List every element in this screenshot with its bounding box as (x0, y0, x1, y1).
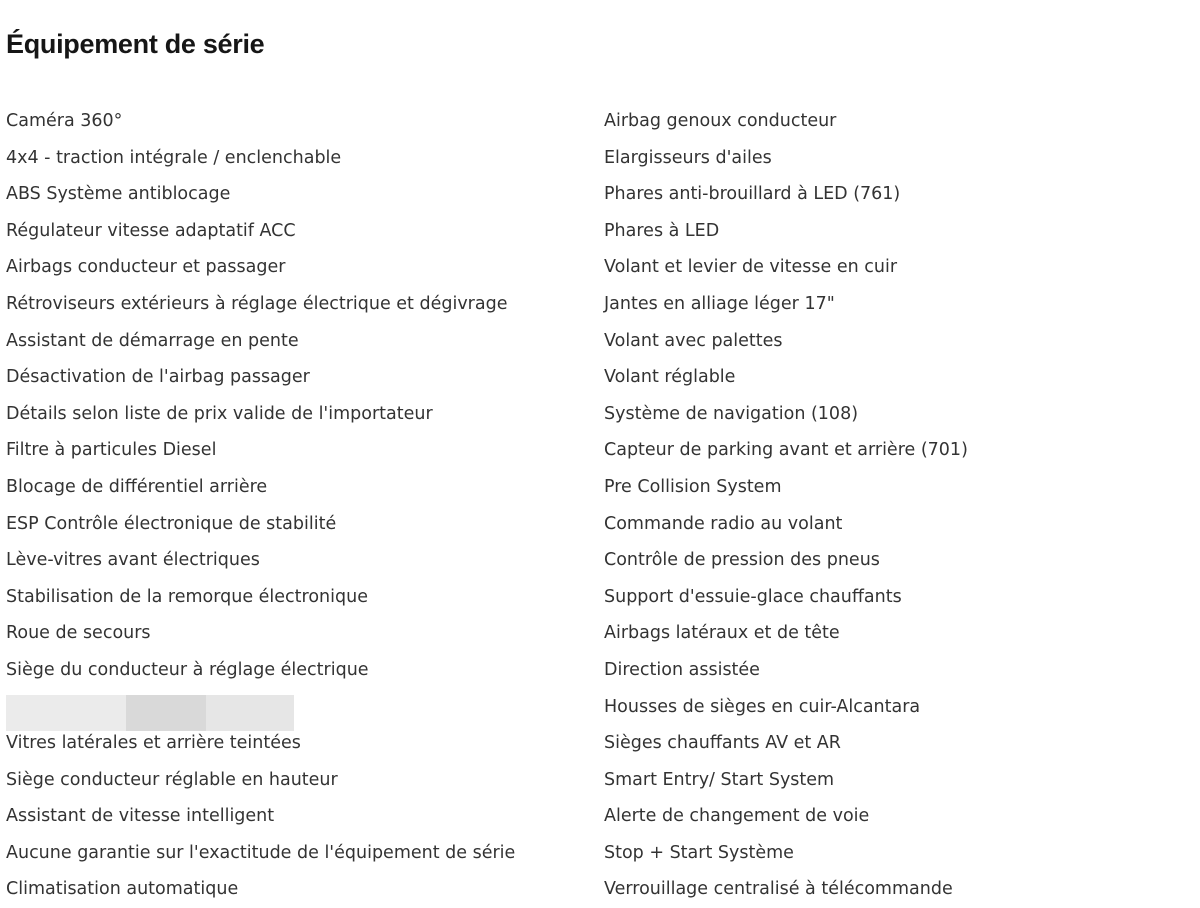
redaction-block (206, 695, 294, 731)
equipment-item: Sièges chauffants AV et AR (604, 733, 841, 754)
equipment-item: Phares à LED (604, 220, 720, 241)
equipment-item: Support d'essuie-glace chauffants (604, 586, 902, 607)
equipment-item: Désactivation de l'airbag passager (6, 367, 310, 388)
equipment-item: Filtre à particules Diesel (6, 440, 217, 461)
equipment-item: Phares anti-brouillard à LED (761) (604, 184, 901, 205)
equipment-item: Contrôle de pression des pneus (604, 550, 880, 571)
equipment-item: Verrouillage centralisé à télécommande (604, 879, 953, 900)
equipment-item: ESP Contrôle électronique de stabilité (6, 513, 337, 534)
equipment-item: Blocage de différentiel arrière (6, 476, 268, 497)
equipment-item: Détails selon liste de prix valide de l'importateur (6, 403, 433, 424)
equipment-item: Pre Collision System (604, 476, 782, 497)
redaction-block (6, 695, 126, 731)
equipment-item: Assistant de démarrage en pente (6, 330, 299, 351)
equipment-item: Siège conducteur réglable en hauteur (6, 769, 338, 790)
equipment-item: Alerte de changement de voie (604, 806, 870, 827)
equipment-item: Capteur de parking avant et arrière (701) (604, 440, 968, 461)
equipment-item: Airbag genoux conducteur (604, 111, 837, 131)
equipment-item: Volant avec palettes (604, 330, 783, 351)
equipment-item: Système de navigation (108) (604, 403, 859, 424)
equipment-list-right (604, 103, 1194, 908)
equipment-item: Siège du conducteur à réglage électrique (6, 659, 369, 680)
equipment-item: Direction assistée (604, 659, 760, 680)
equipment-item: Stabilisation de la remorque électronique (6, 586, 368, 607)
equipment-item: Jantes en alliage léger 17" (604, 293, 835, 314)
redacted-item (6, 689, 586, 726)
equipment-item: Airbags latéraux et de tête (604, 623, 840, 644)
equipment-list-left (6, 103, 586, 908)
equipment-item: Elargisseurs d'ailes (604, 147, 772, 168)
equipment-item: Airbags conducteur et passager (6, 257, 286, 278)
equipment-item: Volant et levier de vitesse en cuir (604, 257, 898, 278)
equipment-item: Caméra 360° (6, 111, 123, 131)
equipment-item: Roue de secours (6, 623, 151, 644)
equipment-item: Rétroviseurs extérieurs à réglage électrique et dégivrage (6, 293, 508, 314)
equipment-item: Vitres latérales et arrière teintées (6, 733, 301, 754)
equipment-item: Commande radio au volant (604, 513, 843, 534)
equipment-item: Lève-vitres avant électriques (6, 550, 260, 571)
equipment-item: Assistant de vitesse intelligent (6, 806, 275, 827)
equipment-item: Stop + Start Système (604, 842, 794, 863)
equipment-item: Régulateur vitesse adaptatif ACC (6, 220, 296, 241)
redaction-block (126, 695, 206, 731)
equipment-item: Aucune garantie sur l'exactitude de l'équipement de série (6, 842, 516, 863)
equipment-item: Housses de sièges en cuir-Alcantara (604, 696, 921, 717)
page-title: Équipement de série (6, 29, 265, 59)
equipment-item: Climatisation automatique (6, 879, 239, 900)
equipment-item: 4x4 - traction intégrale / enclenchable (6, 147, 342, 168)
equipment-item: Volant réglable (604, 367, 736, 388)
equipment-item: ABS Système antiblocage (6, 184, 231, 205)
equipment-item: Smart Entry/ Start System (604, 769, 835, 790)
